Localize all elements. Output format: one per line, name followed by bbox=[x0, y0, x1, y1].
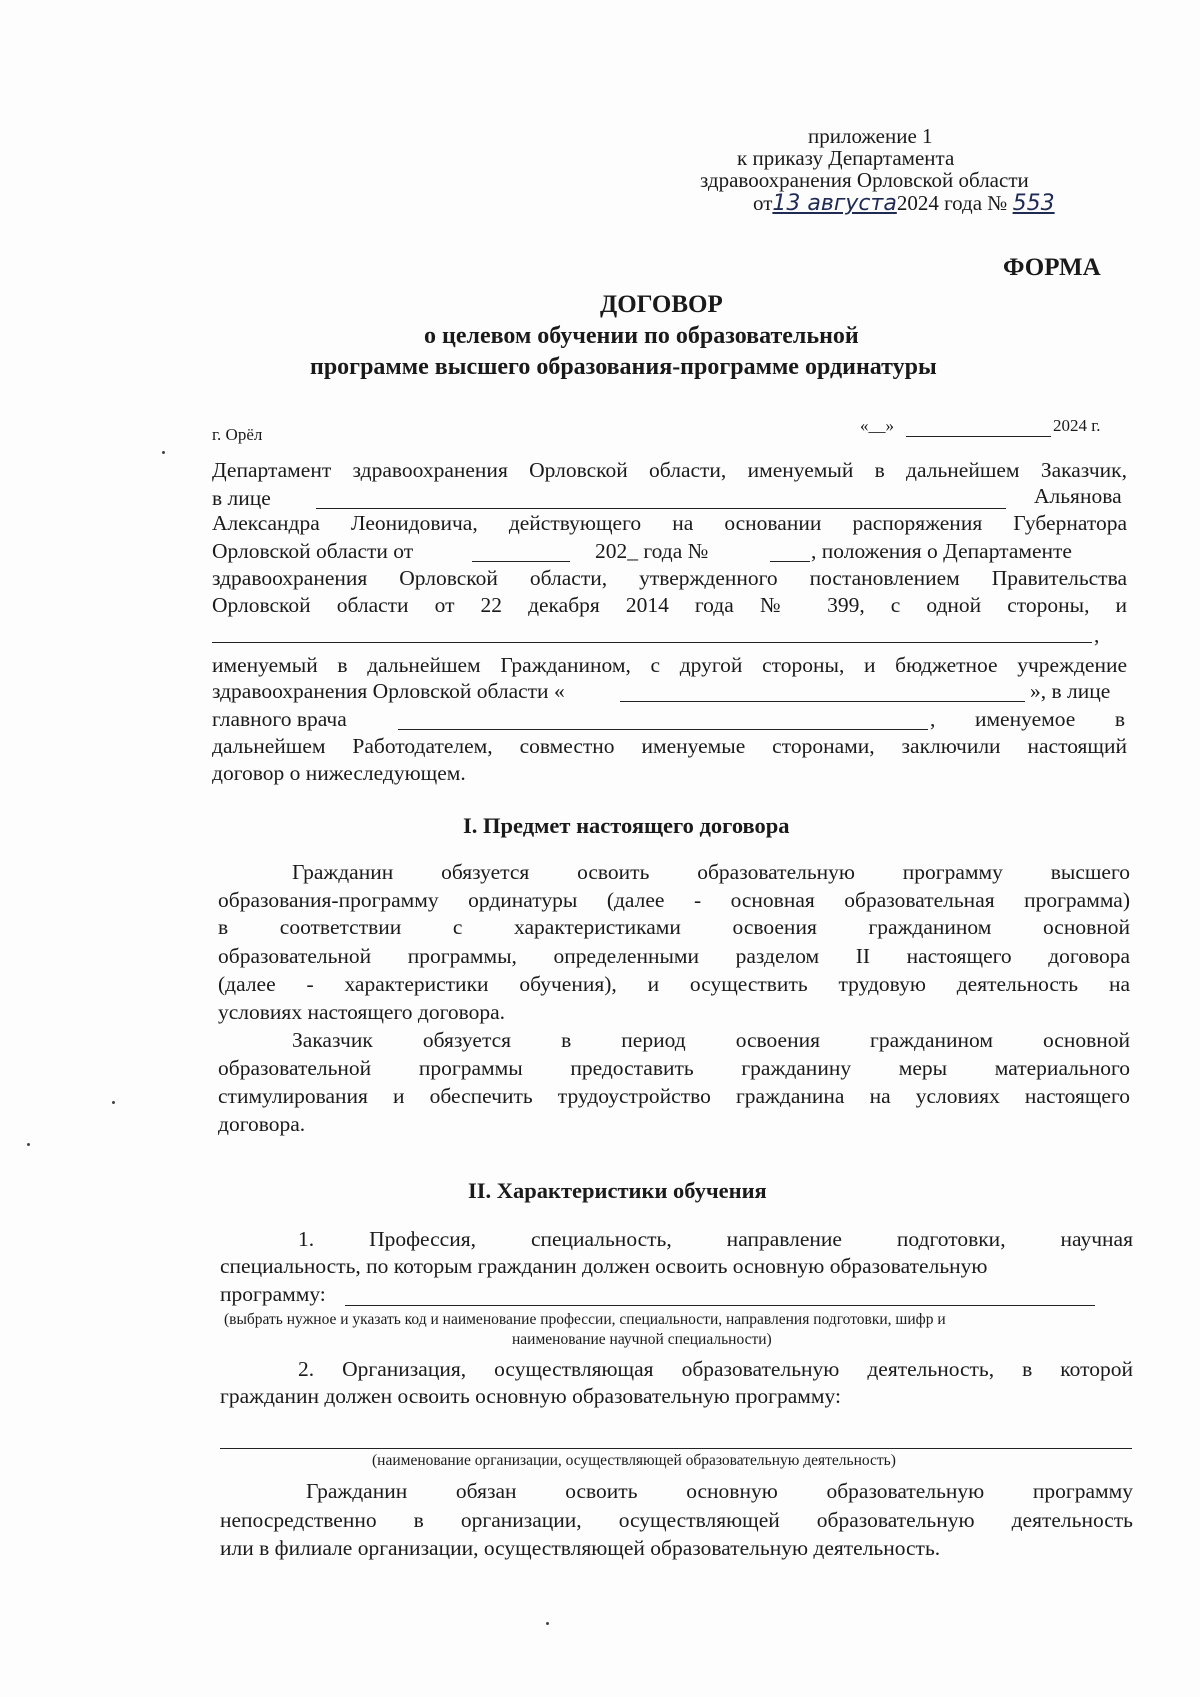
organization-blank bbox=[220, 1448, 1132, 1449]
preamble-line-5: здравоохранения Орловской области, утвержденного постановлением Правительства bbox=[212, 566, 1127, 590]
city: г. Орёл bbox=[212, 425, 263, 444]
section-1-p2-line-1: Заказчик обязуется в период освоения гражданином основной bbox=[292, 1028, 1130, 1052]
preamble-line-4c: , положения о Департаменте bbox=[811, 539, 1072, 563]
preamble-line-2b: Альянова bbox=[1034, 484, 1122, 508]
preamble-line-4b: 202_ года № bbox=[595, 539, 709, 563]
employer-name-blank bbox=[620, 701, 1025, 702]
citizen-name-blank bbox=[212, 642, 1092, 643]
form-label: ФОРМА bbox=[1003, 254, 1101, 281]
handwritten-number: 553 bbox=[1012, 191, 1055, 216]
appendix-line-3: здравоохранения Орловской области bbox=[700, 168, 1029, 192]
appendix-date-line bbox=[753, 190, 1073, 217]
appendix-date-prefix: от bbox=[753, 191, 773, 215]
date-quotes: «__» bbox=[860, 416, 894, 435]
preamble-line-1: Департамент здравоохранения Орловской области, именуемый в дальнейшем Заказчик, bbox=[212, 458, 1127, 482]
section-2-item-1-line-3: программу: bbox=[220, 1282, 326, 1306]
appendix-line-2: к приказу Департамента bbox=[737, 146, 955, 170]
section-1-p1-line-2: образования-программу ординатуры (далее - основная образовательная программа) bbox=[218, 888, 1130, 912]
appendix-date-year: 2024 года № bbox=[896, 191, 1008, 215]
section-2-item-1-line-1: 1. Профессия, специальность, направление подготовки, научная bbox=[298, 1227, 1133, 1251]
preamble-line-7-comma: , bbox=[1094, 623, 1100, 647]
section-1-heading: I. Предмет настоящего договора bbox=[463, 813, 790, 838]
preamble-line-9a: здравоохранения Орловской области « bbox=[212, 679, 565, 703]
document-subtitle-1: о целевом обучении по образовательной bbox=[424, 323, 859, 349]
decree-date-blank bbox=[472, 561, 570, 562]
section-2-item-2-line-1: 2. Организация, осуществляющая образовательную деятельность, в которой bbox=[298, 1357, 1133, 1381]
section-2-p3-line-1: Гражданин обязан освоить основную образовательную программу bbox=[306, 1479, 1133, 1503]
preamble-line-11: дальнейшем Работодателем, совместно именуемые сторонами, заключили настоящий bbox=[212, 734, 1127, 758]
document-title: ДОГОВОР bbox=[600, 291, 723, 318]
date-year: 2024 г. bbox=[1053, 416, 1101, 435]
section-1-p1-line-1: Гражданин обязуется освоить образовательную программу высшего bbox=[292, 860, 1130, 884]
section-1-p1-line-6: условиях настоящего договора. bbox=[218, 1000, 506, 1024]
preamble-line-10b: , именуемое в bbox=[930, 707, 1125, 731]
scan-speck bbox=[112, 1101, 115, 1104]
profession-blank bbox=[345, 1305, 1095, 1306]
scan-speck bbox=[546, 1622, 549, 1625]
preamble-line-2a: в лице bbox=[212, 486, 271, 510]
decree-number-blank bbox=[770, 561, 810, 562]
preamble-line-12: договор о нижеследующем. bbox=[212, 761, 466, 785]
section-1-p1-line-4: образовательной программы, определенными разделом II настоящего договора bbox=[218, 944, 1130, 968]
preamble-line-6: Орловской области от 22 декабря 2014 года № 399, с одной стороны, и bbox=[212, 593, 1127, 617]
chief-doctor-blank bbox=[398, 729, 928, 730]
section-2-item-2-line-2: гражданин должен освоить основную образовательную программу: bbox=[220, 1384, 841, 1408]
preamble-line-9b: », в лице bbox=[1030, 679, 1111, 703]
appendix-line-1: приложение 1 bbox=[808, 124, 933, 148]
preamble-line-4a: Орловской области от bbox=[212, 539, 414, 563]
section-1-p2-line-2: образовательной программы предоставить гражданину меры материального bbox=[218, 1056, 1130, 1080]
handwritten-date: 13 августа bbox=[772, 191, 897, 216]
section-2-p3-line-2: непосредственно в организации, осуществляющей образовательную деятельность bbox=[220, 1508, 1133, 1532]
section-1-p1-line-3: в соответствии с характеристиками освоения гражданином основной bbox=[218, 915, 1130, 939]
section-1-p2-line-4: договора. bbox=[218, 1112, 306, 1136]
scan-speck bbox=[162, 451, 165, 454]
section-1-p1-line-5: (далее - характеристики обучения), и осуществить трудовую деятельность на bbox=[218, 972, 1130, 996]
section-2-heading: II. Характеристики обучения bbox=[468, 1178, 767, 1203]
preamble-line-10a: главного врача bbox=[212, 707, 347, 731]
scan-speck bbox=[27, 1143, 30, 1146]
section-2-item-1-line-2: специальность, по которым гражданин должен освоить основную образовательную bbox=[220, 1254, 988, 1278]
section-2-p3-line-3: или в филиале организации, осуществляющей образовательную деятельность. bbox=[220, 1536, 941, 1560]
section-2-item-2-hint: (наименование организации, осуществляющей образовательную деятельность) bbox=[372, 1452, 896, 1469]
preamble-line-8: именуемый в дальнейшем Гражданином, с другой стороны, и бюджетное учреждение bbox=[212, 653, 1127, 677]
date-blank bbox=[906, 436, 1051, 437]
section-2-item-1-hint-1: (выбрать нужное и указать код и наименование профессии, специальности, направления подготовки, шифр и bbox=[224, 1311, 946, 1328]
section-1-p2-line-3: стимулирования и обеспечить трудоустройство гражданина на условиях настоящего bbox=[218, 1084, 1130, 1108]
section-2-item-1-hint-2: наименование научной специальности) bbox=[512, 1331, 772, 1348]
document-subtitle-2: программе высшего образования-программе ординатуры bbox=[310, 354, 937, 380]
preamble-line-3: Александра Леонидовича, действующего на основании распоряжения Губернатора bbox=[212, 511, 1127, 535]
